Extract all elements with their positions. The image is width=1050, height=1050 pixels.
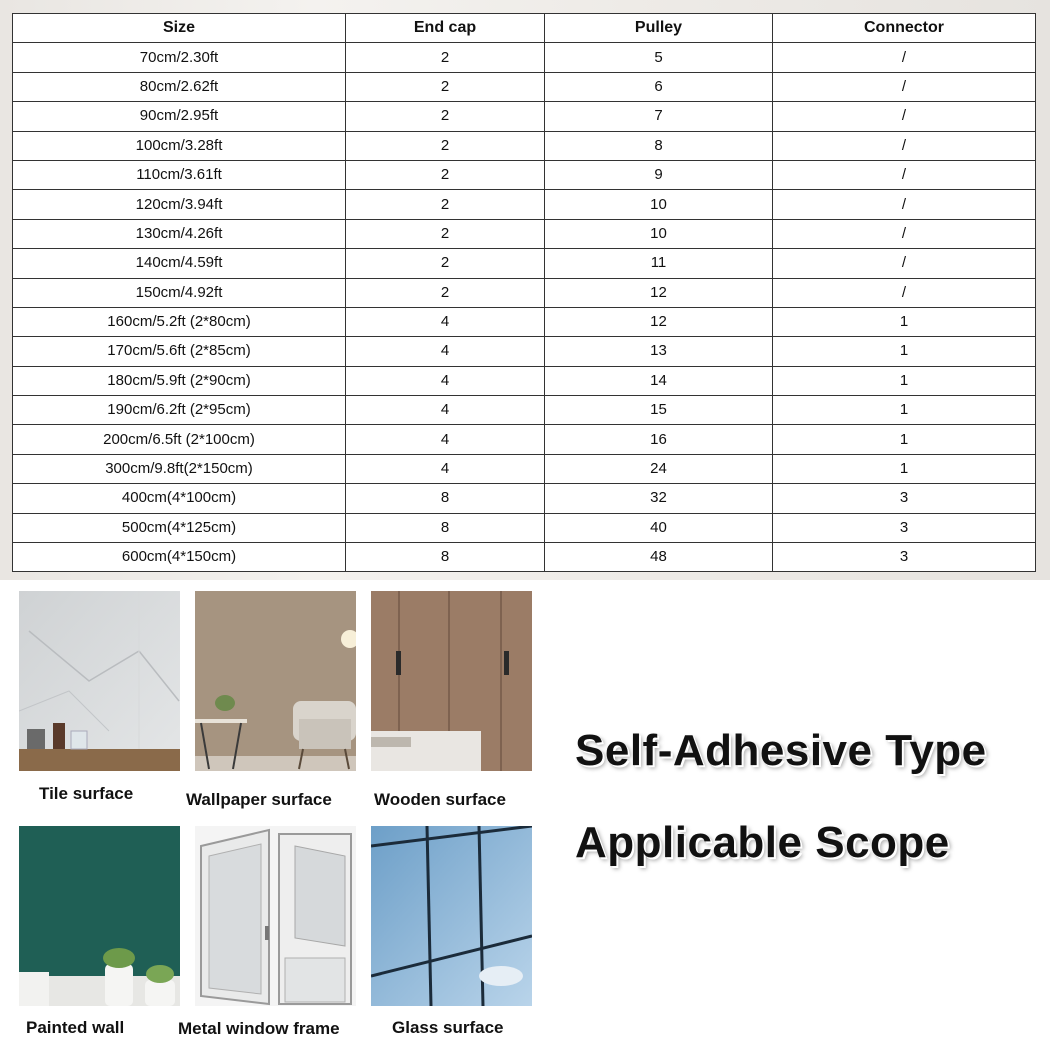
cell-pulley: 32	[545, 484, 773, 513]
table-row	[13, 249, 1036, 278]
cell-pulley: 24	[545, 454, 773, 483]
glass-surface-image	[371, 826, 532, 1006]
cell-connector: /	[773, 278, 1036, 307]
cell-connector: /	[773, 219, 1036, 248]
caption-glass-surface: Glass surface	[392, 1018, 504, 1037]
cell-pulley: 8	[545, 131, 773, 160]
header-connector: Connector	[773, 14, 1036, 43]
cell-end-cap: 2	[346, 72, 545, 101]
cell-pulley: 5	[545, 43, 773, 72]
table-row	[13, 543, 1036, 572]
cell-end-cap: 2	[346, 131, 545, 160]
table-row	[13, 131, 1036, 160]
cell-pulley: 12	[545, 307, 773, 336]
cell-connector: /	[773, 190, 1036, 219]
cell-pulley: 16	[545, 425, 773, 454]
table-row	[13, 454, 1036, 483]
header-size: Size	[13, 14, 346, 43]
header-pulley: Pulley	[545, 14, 773, 43]
cell-size: 70cm/2.30ft	[13, 43, 346, 72]
cell-pulley: 10	[545, 219, 773, 248]
cell-pulley: 7	[545, 102, 773, 131]
cell-end-cap: 8	[346, 484, 545, 513]
cell-end-cap: 8	[346, 513, 545, 542]
cell-size: 110cm/3.61ft	[13, 160, 346, 189]
cell-end-cap: 2	[346, 278, 545, 307]
cell-end-cap: 2	[346, 43, 545, 72]
cell-end-cap: 4	[346, 307, 545, 336]
table-row	[13, 513, 1036, 542]
cell-connector: /	[773, 249, 1036, 278]
cell-pulley: 13	[545, 337, 773, 366]
cell-size: 600cm(4*150cm)	[13, 543, 346, 572]
cell-end-cap: 4	[346, 425, 545, 454]
headline-applicable-scope: Applicable Scope	[575, 818, 950, 867]
table-row	[13, 396, 1036, 425]
cell-connector: /	[773, 160, 1036, 189]
table-row	[13, 219, 1036, 248]
caption-tile-surface: Tile surface	[39, 784, 134, 803]
cell-end-cap: 2	[346, 190, 545, 219]
cell-end-cap: 4	[346, 454, 545, 483]
table-row	[13, 484, 1036, 513]
cell-pulley: 40	[545, 513, 773, 542]
table-row	[13, 425, 1036, 454]
cell-end-cap: 2	[346, 219, 545, 248]
cell-connector: /	[773, 102, 1036, 131]
cell-connector: 1	[773, 425, 1036, 454]
cell-pulley: 48	[545, 543, 773, 572]
table-row	[13, 102, 1036, 131]
cell-connector: 3	[773, 513, 1036, 542]
cell-end-cap: 2	[346, 102, 545, 131]
wooden-surface-image	[371, 591, 532, 771]
cell-size: 130cm/4.26ft	[13, 219, 346, 248]
cell-connector: 1	[773, 337, 1036, 366]
cell-pulley: 11	[545, 249, 773, 278]
cell-pulley: 14	[545, 366, 773, 395]
cell-connector: 1	[773, 307, 1036, 336]
table-row	[13, 43, 1036, 72]
table-row	[13, 307, 1036, 336]
cell-size: 170cm/5.6ft (2*85cm)	[13, 337, 346, 366]
cell-end-cap: 4	[346, 396, 545, 425]
cell-connector: 1	[773, 396, 1036, 425]
cell-end-cap: 4	[346, 366, 545, 395]
cell-size: 180cm/5.9ft (2*90cm)	[13, 366, 346, 395]
cell-pulley: 10	[545, 190, 773, 219]
cell-end-cap: 2	[346, 160, 545, 189]
cell-size: 400cm(4*100cm)	[13, 484, 346, 513]
cell-end-cap: 4	[346, 337, 545, 366]
metal-window-frame-image	[195, 826, 356, 1006]
cell-size: 500cm(4*125cm)	[13, 513, 346, 542]
cell-size: 100cm/3.28ft	[13, 131, 346, 160]
cell-size: 160cm/5.2ft (2*80cm)	[13, 307, 346, 336]
headline-self-adhesive-type: Self-Adhesive Type	[575, 726, 987, 775]
table-row	[13, 72, 1036, 101]
cell-connector: /	[773, 72, 1036, 101]
table-row	[13, 337, 1036, 366]
cell-connector: 1	[773, 366, 1036, 395]
caption-painted-wall: Painted wall	[26, 1018, 125, 1037]
table-row	[13, 366, 1036, 395]
cell-size: 140cm/4.59ft	[13, 249, 346, 278]
header-end-cap: End cap	[346, 14, 545, 43]
wallpaper-surface-image	[195, 591, 356, 771]
cell-connector: 1	[773, 454, 1036, 483]
cell-end-cap: 2	[346, 249, 545, 278]
caption-metal-window-frame: Metal window frame	[178, 1019, 340, 1038]
caption-wooden-surface: Wooden surface	[374, 790, 506, 809]
cell-size: 150cm/4.92ft	[13, 278, 346, 307]
cell-size: 300cm/9.8ft(2*150cm)	[13, 454, 346, 483]
cell-size: 90cm/2.95ft	[13, 102, 346, 131]
spec-table	[12, 13, 1036, 572]
tile-surface-image	[19, 591, 180, 771]
table-row	[13, 160, 1036, 189]
painted-wall-image	[19, 826, 180, 1006]
cell-connector: 3	[773, 484, 1036, 513]
cell-connector: /	[773, 131, 1036, 160]
cell-size: 120cm/3.94ft	[13, 190, 346, 219]
cell-end-cap: 8	[346, 543, 545, 572]
caption-wallpaper-surface: Wallpaper surface	[186, 790, 332, 809]
cell-connector: 3	[773, 543, 1036, 572]
cell-size: 190cm/6.2ft (2*95cm)	[13, 396, 346, 425]
table-body	[13, 43, 1036, 572]
table-row	[13, 190, 1036, 219]
cell-pulley: 15	[545, 396, 773, 425]
cell-connector: /	[773, 43, 1036, 72]
cell-size: 200cm/6.5ft (2*100cm)	[13, 425, 346, 454]
cell-pulley: 12	[545, 278, 773, 307]
cell-pulley: 9	[545, 160, 773, 189]
table-header-row	[13, 14, 1036, 43]
cell-size: 80cm/2.62ft	[13, 72, 346, 101]
cell-pulley: 6	[545, 72, 773, 101]
table-row	[13, 278, 1036, 307]
